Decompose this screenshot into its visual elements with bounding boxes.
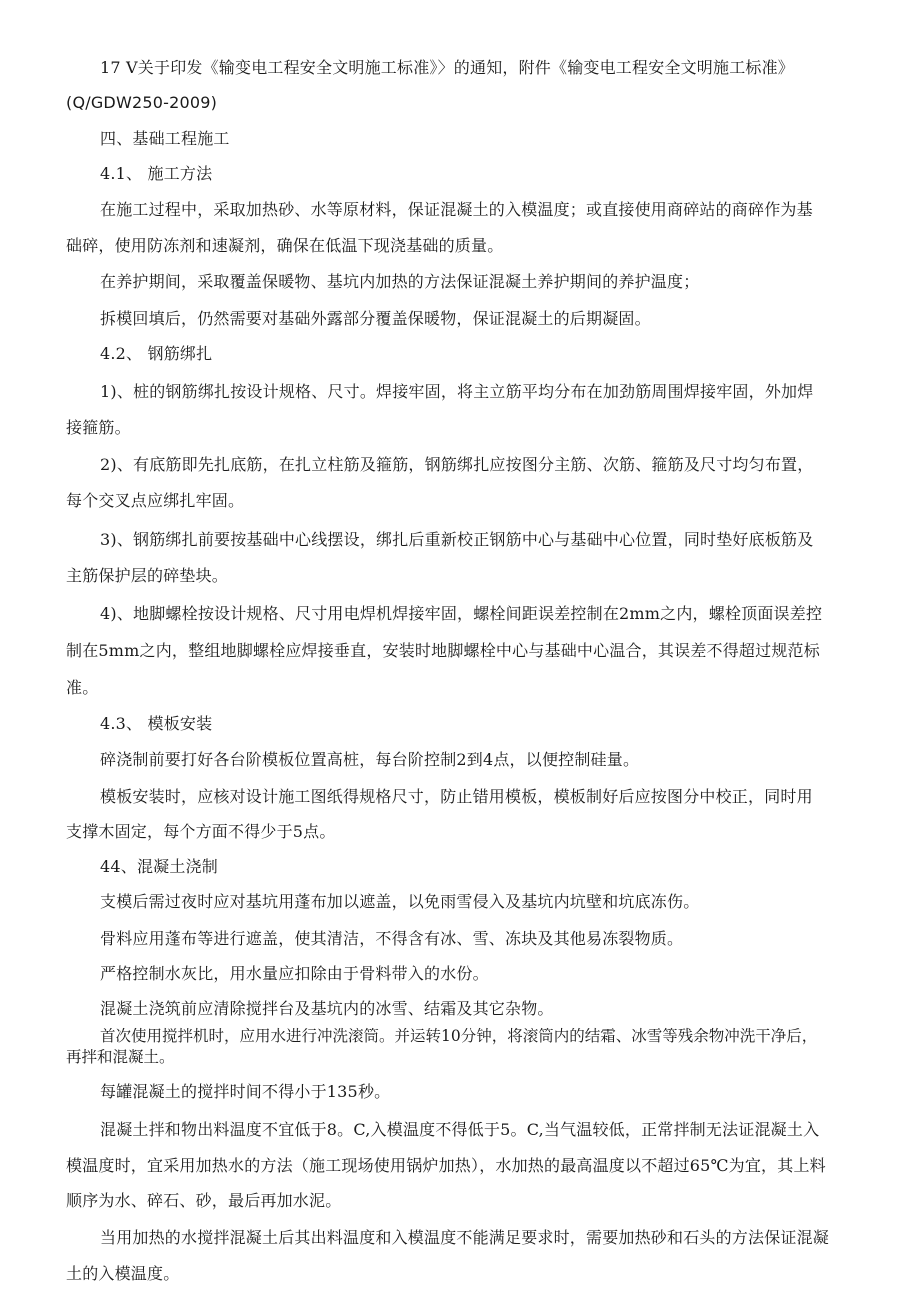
s42-item4-line2: 制在5mm之内，整组地脚螺栓应焊接垂直，安装时地脚螺栓中心与基础中心温合，其误差不得超过规范标 xyxy=(66,641,820,660)
s42-item4-line1: 4)、地脚螺栓按设计规格、尺寸用电焊机焊接牢固，螺栓间距误差控制在2mm之内，螺栓顶面误差控 xyxy=(100,604,823,623)
s44-p5-line1: 首次使用搅拌机时，应用水进行冲洗滚筒。并运转10分钟，将滚筒内的结霜、冰雪等残余物冲洗干净后， xyxy=(100,1027,818,1045)
s44-p8-line2: 土的入模温度。 xyxy=(66,1264,180,1283)
s42-item4-line3: 准。 xyxy=(66,678,99,697)
s42-item1-line1: 1)、桩的钢筋绑扎按设计规格、尺寸。焊接牢固，将主立筋平均分布在加劲筋周围焊接牢固，外加焊 xyxy=(100,382,814,401)
s43-p2-line1: 模板安装时，应核对设计施工图纸得规格尺寸，防止错用模板，模板制好后应按图分中校正，同时用 xyxy=(100,787,813,806)
s43-p2-line2: 支撑木固定，每个方面不得少于5点。 xyxy=(66,822,336,841)
s44-p3: 严格控制水灰比，用水量应扣除由于骨料带入的水份。 xyxy=(100,964,489,983)
s42-item3-line2: 主筋保护层的碎垫块。 xyxy=(66,566,229,585)
s43-p1: 碎浇制前要打好各台阶模板位置高桩，每台阶控制2到4点，以便控制硅量。 xyxy=(100,750,640,769)
s41-p1-line2: 础碎，使用防冻剂和速凝剂，确保在低温下现浇基础的质量。 xyxy=(66,236,504,255)
ref17-line1: 17 V关于印发《输变电工程安全文明施工标准》〉的通知，附件《输变电工程安全文明施工标准》 xyxy=(100,58,795,77)
s42-heading: 4.2、 钢筋绑扎 xyxy=(100,344,213,363)
s41-p2: 在养护期间，采取覆盖保暖物、基坑内加热的方法保证混凝土养护期间的养护温度； xyxy=(100,272,700,291)
s44-p7-line3: 顺序为水、碎石、砂，最后再加水泥。 xyxy=(66,1191,342,1210)
s44-p1: 支模后需过夜时应对基坑用蓬布加以遮盖，以免雨雪侵入及基坑内坑壁和坑底冻伤。 xyxy=(100,892,700,911)
s44-p5-line2: 再拌和混凝土。 xyxy=(66,1048,175,1066)
s41-p3: 拆模回填后，仍然需要对基础外露部分覆盖保暖物，保证混凝土的后期凝固。 xyxy=(100,309,651,328)
s44-heading: 44、混凝土浇制 xyxy=(100,857,218,876)
section4-title: 四、基础工程施工 xyxy=(100,129,230,148)
s41-p1-line1: 在施工过程中，采取加热砂、水等原材料，保证混凝土的入模温度；或直接使用商碎站的商碎作为基 xyxy=(100,200,813,219)
s42-item2-line2: 每个交叉点应绑扎牢固。 xyxy=(66,491,245,510)
s44-p8-line1: 当用加热的水搅拌混凝土后其出料温度和入模温度不能满足要求时，需要加热砂和石头的方法保证混凝 xyxy=(100,1228,830,1247)
s44-p7-line2: 模温度时，宜采用加热水的方法（施工现场使用锅炉加热），水加热的最高温度以不超过65℃为宜，其上料 xyxy=(66,1156,826,1175)
s42-item3-line1: 3)、钢筋绑扎前要按基础中心线摆设，绑扎后重新校正钢筋中心与基础中心位置，同时垫好底板筋及 xyxy=(100,530,814,549)
s43-heading: 4.3、 模板安装 xyxy=(100,714,213,733)
s41-heading: 4.1、 施工方法 xyxy=(100,164,213,183)
s42-item2-line1: 2)、有底筋即先扎底筋，在扎立柱筋及箍筋，钢筋绑扎应按图分主筋、次筋、箍筋及尺寸均匀布置， xyxy=(100,455,814,474)
s44-p4: 混凝土浇筑前应清除搅拌台及基坑内的冰雪、结霜及其它杂物。 xyxy=(100,999,554,1018)
s42-item1-line2: 接箍筋。 xyxy=(66,418,131,437)
s44-p7-line1: 混凝土拌和物出料温度不宜低于8。C,入模温度不得低于5。C,当气温较低，正常拌制无法证混凝土入 xyxy=(100,1120,820,1139)
s44-p2: 骨料应用蓬布等进行遮盖，使其清洁，不得含有冰、雪、冻块及其他易冻裂物质。 xyxy=(100,929,684,948)
s44-p6: 每罐混凝土的搅拌时间不得小于135秒。 xyxy=(100,1082,391,1101)
ref17-line2: (Q/GDW250-2009) xyxy=(66,93,218,112)
